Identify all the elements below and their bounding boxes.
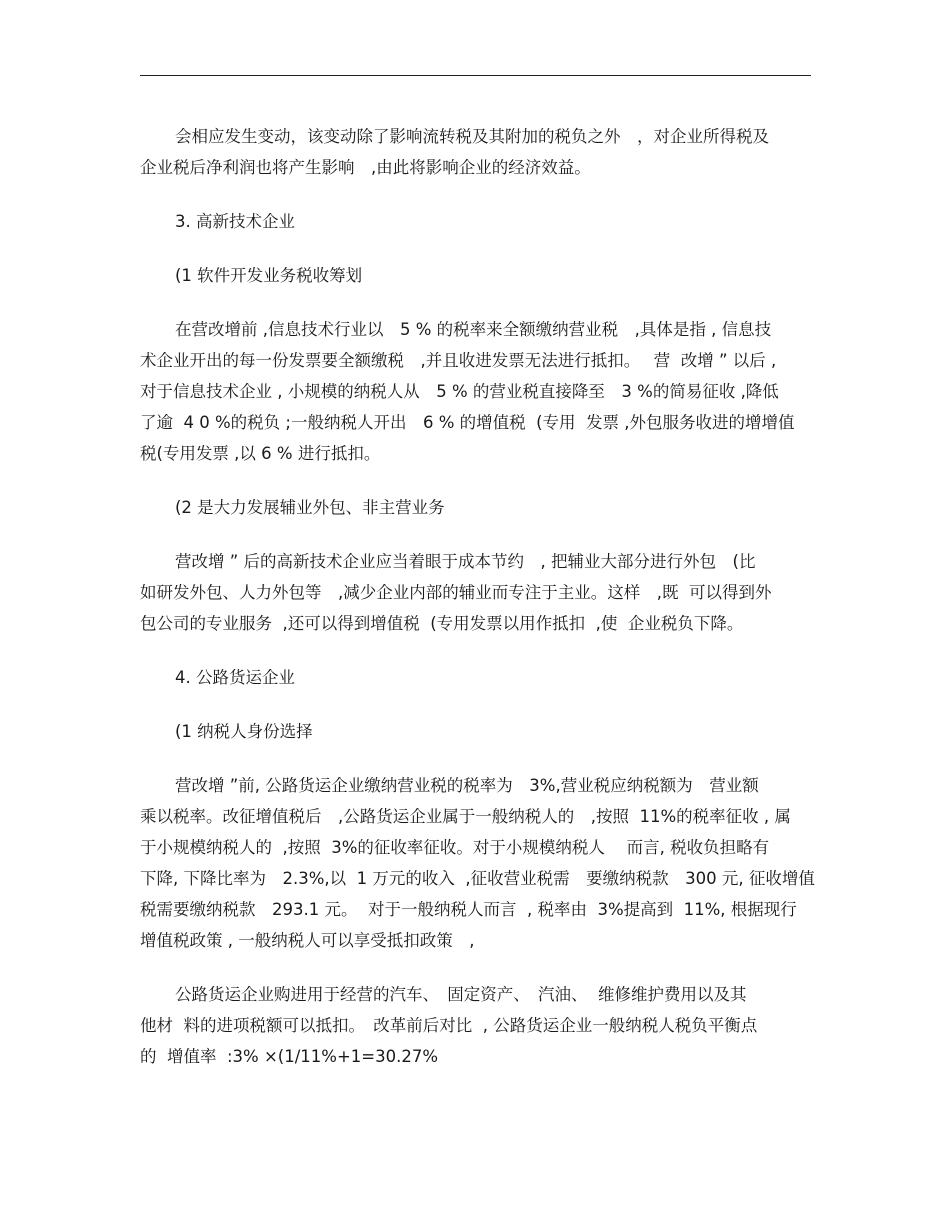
text-line: 企业税后净利润也将产生影响 ,由此将影响企业的经济效益。: [140, 158, 591, 177]
text-line: 了逾 4 0 %的税负 ;一般纳税人开出 6 % 的增值税 (专用 发票 ,外包服务收进的增增值: [140, 413, 795, 432]
text-line: (1 纳税人身份选择: [175, 722, 313, 741]
text-line: 增值税政策 , 一般纳税人可以享受抵扣政策 ,: [140, 931, 475, 950]
text-line: 税(专用发票 ,以 6 % 进行抵扣。: [140, 444, 381, 463]
body-paragraph: [140, 546, 820, 639]
body-paragraph: [140, 770, 820, 956]
text-line: 如研发外包、人力外包等 ,减少企业内部的辅业而专注于主业。这样 ,既 可以得到外: [140, 583, 772, 602]
text-line: 3. 高新技术企业: [175, 212, 295, 231]
subsection-heading: [140, 716, 820, 747]
text-line: 他材 料的进项税额可以抵扣。 改革前后对比 , 公路货运企业一般纳税人税负平衡点: [140, 1016, 758, 1035]
text-line: (2 是大力发展辅业外包、非主营业务: [175, 498, 445, 517]
text-line: 营改增 ”前, 公路货运企业缴纳营业税的税率为 3%,营业税应纳税额为 营业额: [175, 776, 759, 795]
text-line: 的 增值率 :3% ×(1/11%+1=30.27%: [140, 1047, 439, 1066]
text-line: 在营改增前 ,信息技术行业以 5 % 的税率来全额缴纳营业税 ,具体是指 , 信息技: [175, 320, 772, 339]
text-line: 会相应发生变动，该变动除了影响流转税及其附加的税负之外 ，对企业所得税及: [175, 127, 769, 146]
text-line: 营改增 ” 后的高新技术企业应当着眼于成本节约 , 把辅业大部分进行外包 (比: [175, 552, 756, 571]
text-line: 包公司的专业服务 ,还可以得到增值税 (专用发票以用作抵扣 ,使 企业税负下降。: [140, 614, 744, 633]
document-body: [140, 121, 820, 1072]
section-heading: [140, 206, 820, 237]
text-line: 公路货运企业购进用于经营的汽车、 固定资产、 汽油、 维修维护费用以及其: [175, 985, 747, 1004]
body-paragraph: [140, 979, 820, 1072]
body-paragraph: [140, 121, 820, 183]
subsection-heading: [140, 492, 820, 523]
text-line: (1 软件开发业务税收筹划: [175, 266, 363, 285]
section-heading: [140, 662, 820, 693]
header-rule: [140, 75, 811, 76]
text-line: 乘以税率。改征增值税后 ,公路货运企业属于一般纳税人的 ,按照 11%的税率征收 , 属: [140, 807, 791, 826]
text-line: 下降, 下降比率为 2.3%,以 1 万元的收入 ,征收营业税需 要缴纳税款 300 元, 征收增值: [140, 869, 815, 888]
body-paragraph: [140, 314, 820, 469]
text-line: 于小规模纳税人的 ,按照 3%的征收率征收。对于小规模纳税人 而言, 税收负担略有: [140, 838, 770, 857]
text-line: 税需要缴纳税款 293.1 元。 对于一般纳税人而言 , 税率由 3%提高到 11%, 根据现行: [140, 900, 797, 919]
text-line: 4. 公路货运企业: [175, 668, 295, 687]
text-line: 对于信息技术企业 , 小规模的纳税人从 5 % 的营业税直接降至 3 %的简易征收 ,降低: [140, 382, 779, 401]
text-line: 术企业开出的每一份发票要全额缴税 ,并且收进发票无法进行抵扣。 营 改增 ” 以后 ,: [140, 351, 777, 370]
subsection-heading: [140, 260, 820, 291]
